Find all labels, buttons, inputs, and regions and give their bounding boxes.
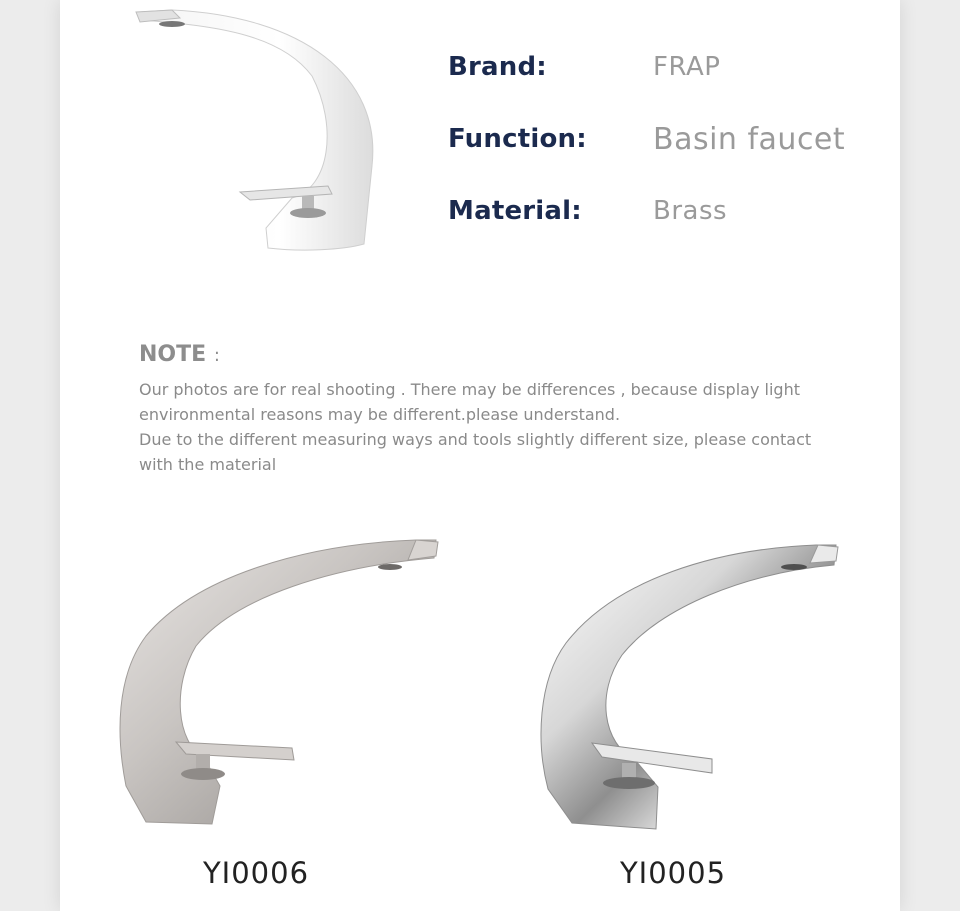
spec-row-material [448, 196, 868, 268]
model-label-nickel: YI0006 [202, 856, 310, 890]
note-paragraph: Due to the different measuring ways and tools slightly different size, please contact with the material [139, 430, 812, 474]
brushed-nickel-faucet-image [116, 536, 446, 828]
note-paragraph: Our photos are for real shooting . There may be differences , because display light environmental reasons may be different.please understand. [139, 380, 800, 424]
white-faucet-image [132, 6, 392, 256]
note-title: NOTE [139, 342, 207, 367]
spec-value: Basin faucet [653, 122, 846, 157]
model-label-chrome: YI0005 [619, 856, 727, 890]
chrome-faucet-image [536, 543, 842, 833]
note-colon: : [213, 345, 220, 366]
spec-label: Material: [448, 196, 582, 226]
spec-value: Brass [653, 196, 728, 226]
spec-value: FRAP [653, 52, 721, 82]
product-detail-panel [60, 0, 900, 911]
note-heading [139, 342, 831, 367]
spec-list [448, 52, 868, 268]
spec-row-brand [448, 52, 868, 124]
spec-label: Function: [448, 124, 587, 154]
spec-row-function [448, 124, 868, 196]
note-section [139, 342, 831, 477]
spec-label: Brand: [448, 52, 547, 82]
